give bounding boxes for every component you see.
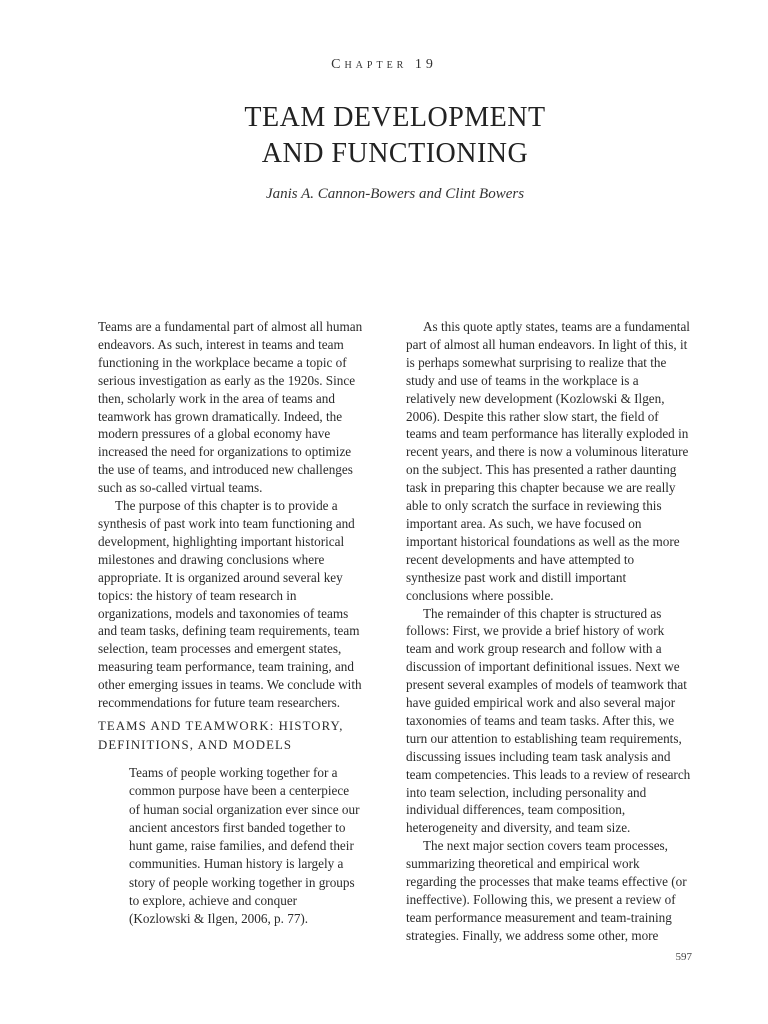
right-paragraph-1: As this quote aptly states, teams are a fundamental part of almost all human endeavors. In light of this, it is perhaps somewhat surprising to realize that the study and use of teams in the workplace is a relatively new development (Kozlowski & Ilgen, 2006). Despite this rather slow start, the field of teams and team performance has literally exploded in recent years, and there is now a voluminous literature on the subject. This has presented a rather daunting task in preparing this chapter because we are really able to only scratch the surface in reviewing this important area. As such, we have focused on important historical foundations as well as the more recent developments and have attempted to synthesize past work and distill important conclusions where possible. [406, 319, 690, 603]
section-heading-line-2: DEFINITIONS, AND MODELS [98, 738, 293, 752]
chapter-title-line-1: TEAM DEVELOPMENT [244, 102, 546, 133]
left-column [98, 318, 370, 712]
chapter-title-line-2: AND FUNCTIONING [261, 138, 529, 169]
block-quote: Teams of people working together for a common purpose have been a centerpiece of human social organization ever since our ancient ancestors first banded together to hunt game, raise families, and defend their communities. Human history is largely a story of people working together in groups to explore, achieve and conquer (Kozlowski & Ilgen, 2006, p. 77). [129, 765, 360, 927]
right-paragraph-2: The remainder of this chapter is structured as follows: First, we provide a brief history of work team and work group research and follow with a discussion of important definitional issues. Next we present several examples of models of teamwork that have guided empirical work and also several major taxonomies of teams and team tasks. After this, we turn our attention to establishing team requirements, discussing issues including team task analysis and team competencies. This leads to a review of research into team selection, including personality and individual differences, team composition, heterogeneity and diversity, and team size. [406, 605, 691, 836]
page-number: 597 [675, 951, 692, 963]
chapter-title [0, 100, 768, 172]
section-heading [98, 717, 370, 755]
left-paragraph-2: The purpose of this chapter is to provide a synthesis of past work into team functioning and development, highlighting important historical milestones and drawing conclusions where appropriate. It is organized around several key topics: the history of team research in organizations, models and taxonomies of teams and team tasks, defining team requirements, team selection, team processes and emergent states, measuring team performance, team training, and other emerging issues in teams. We conclude with recommendations for future team researchers. [98, 498, 362, 711]
right-column [406, 318, 691, 945]
right-paragraph-3: The next major section covers team processes, summarizing theoretical and empirical work regarding the processes that make teams effective (or ineffective). Following this, we present a review of team performance measurement and team-training strategies. Finally, we address some other, more [406, 838, 687, 943]
section-heading-line-1: TEAMS AND TEAMWORK: HISTORY, [98, 719, 344, 733]
chapter-label: Chapter 19 [331, 57, 437, 72]
authors: Janis A. Cannon-Bowers and Clint Bowers [265, 186, 525, 202]
left-paragraph-1: Teams are a fundamental part of almost all human endeavors. As such, interest in teams and team functioning in the workplace became a topic of serious investigation as early as the 1920s. Since then, scholarly work in the area of teams and teamwork has grown dramatically. Indeed, the modern pressures of a global economy have increased the need for organizations to optimize the use of teams, and introduced new challenges such as so-called virtual teams. [98, 319, 363, 496]
